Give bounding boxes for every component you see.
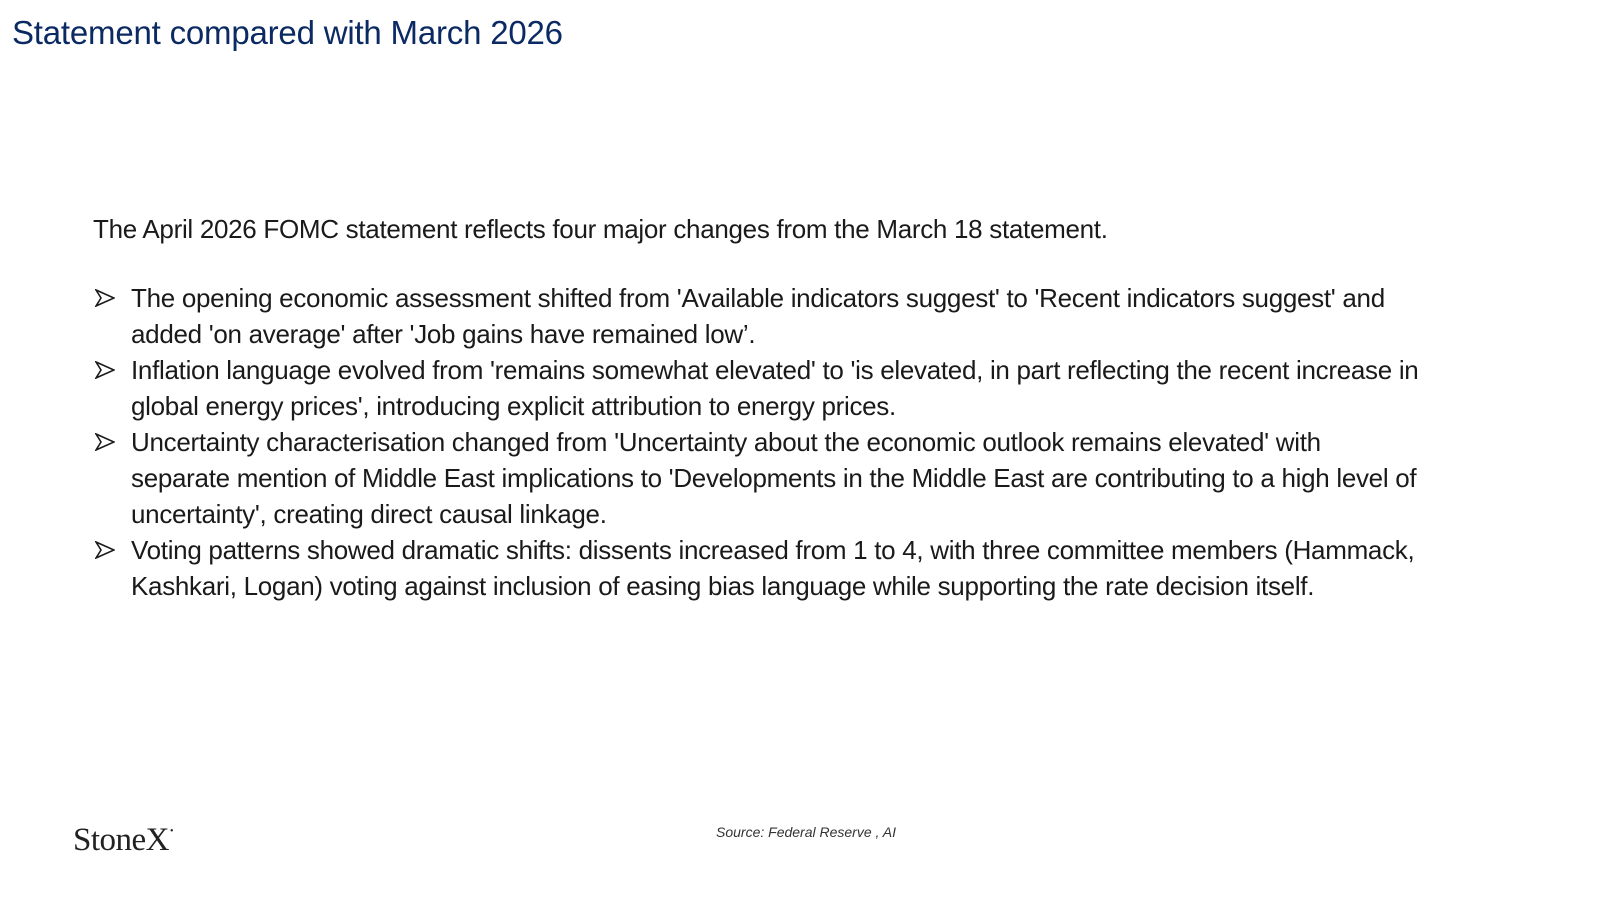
bullet-text: Inflation language evolved from 'remains somewhat elevated' to 'is elevated, in part reflecting the recent increase in global energy prices', introducing explicit attribution to energy prices. [131, 355, 1419, 421]
arrowhead-bullet-icon [93, 352, 117, 388]
bullet-item [93, 280, 1423, 352]
logo-mark: • [170, 826, 174, 837]
bullet-text: Voting patterns showed dramatic shifts: dissents increased from 1 to 4, with three committee members (Hammack, Kashkari, Logan) voting against inclusion of easing bias language while supporting the rate decision itself. [131, 535, 1415, 601]
stonex-logo [73, 822, 173, 859]
bullet-text: The opening economic assessment shifted from 'Available indicators suggest' to 'Recent indicators suggest' and added 'on average' after 'Job gains have remained low’. [131, 283, 1385, 349]
bullet-item [93, 532, 1423, 604]
arrowhead-bullet-icon [93, 280, 117, 316]
source-note: Source: Federal Reserve , AI [716, 824, 897, 840]
intro-text: The April 2026 FOMC statement reflects four major changes from the March 18 statement. [93, 214, 1108, 244]
bullet-list [93, 280, 1423, 604]
arrowhead-bullet-icon [93, 424, 117, 460]
slide-content [93, 211, 1423, 604]
bullet-item [93, 424, 1423, 532]
arrowhead-bullet-icon [93, 532, 117, 568]
bullet-item [93, 352, 1423, 424]
bullet-text: Uncertainty characterisation changed from 'Uncertainty about the economic outlook remains elevated' with separate mention of Middle East implications to 'Developments in the Middle East are contributing to a high level of uncertainty', creating direct causal linkage. [131, 427, 1417, 529]
logo-text: StoneX [73, 822, 169, 858]
slide-title: Statement compared with March 2026 [12, 14, 563, 51]
